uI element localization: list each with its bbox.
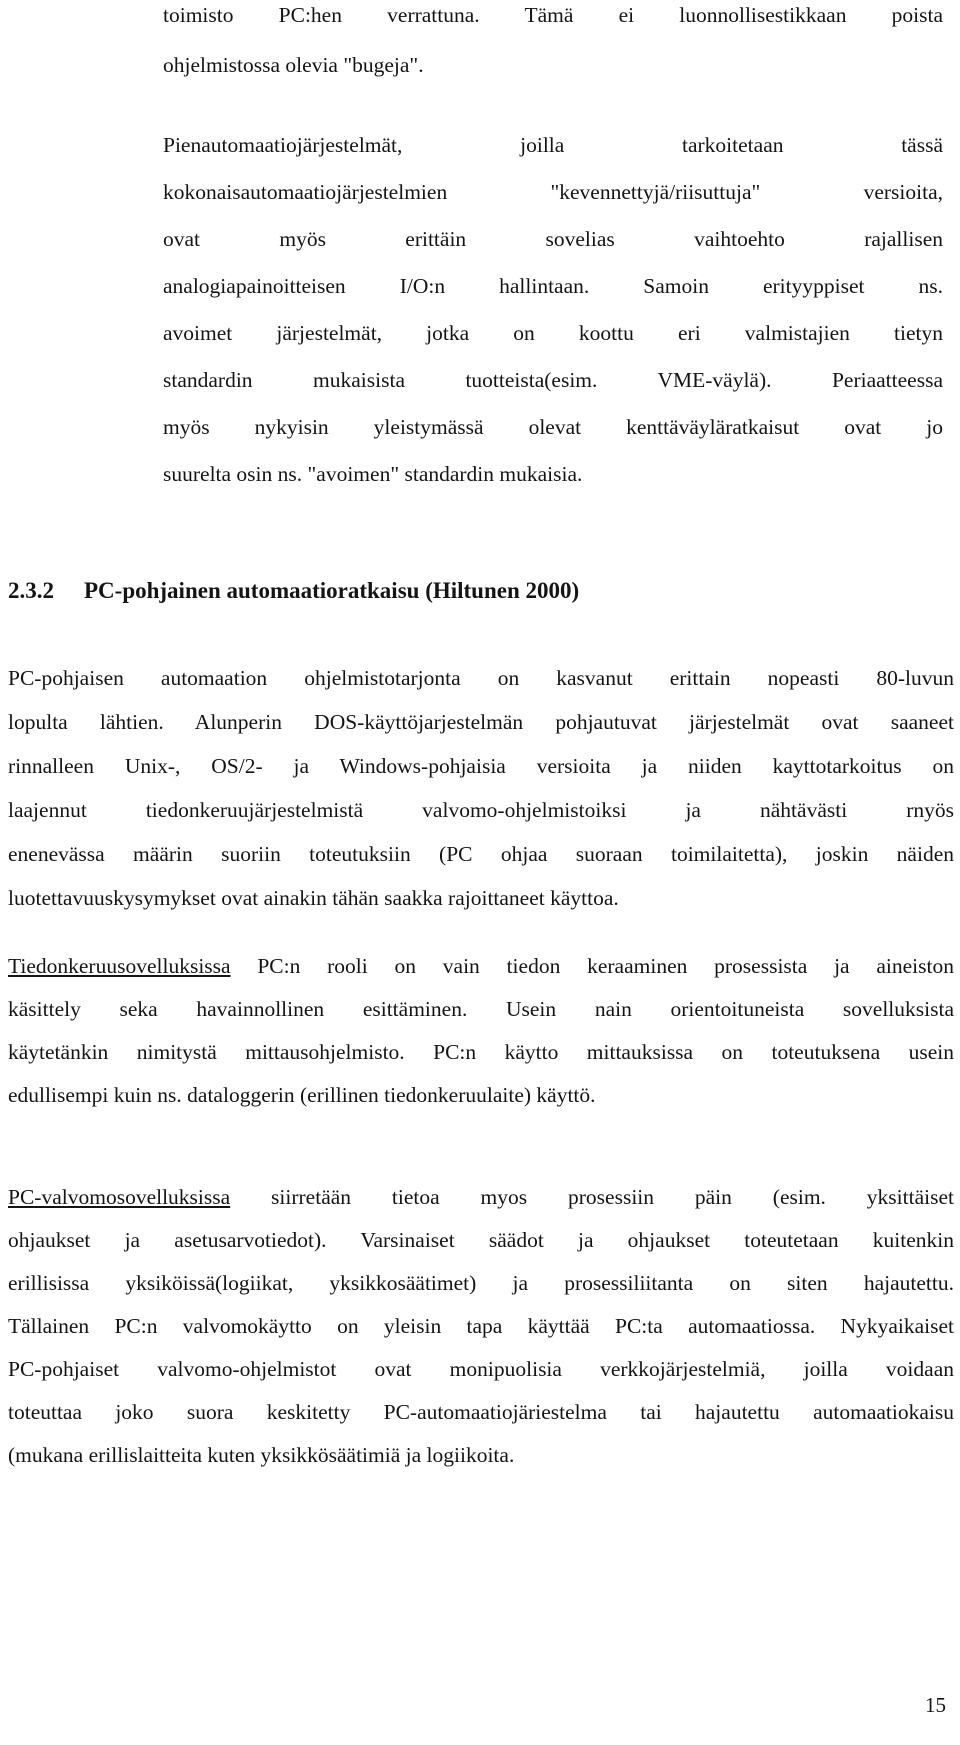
text-line: luotettavuuskysymykset ovat ainakin tähän saakka rajoittaneet käyttoa.: [8, 886, 619, 910]
text-line-rest: PC:n rooli on vain tiedon keraaminen prosessista ja aineiston: [230, 954, 954, 978]
text-line: laajennut tiedonkeruujärjestelmistä valvomo-ohjelmistoiksi ja nähtävästi rnyös: [8, 798, 954, 822]
text-line: toteuttaa joko suora keskitetty PC-automaatiojäriestelma tai hajautettu automaatiokaisu: [8, 1400, 954, 1424]
text-line-rest: siirretään tietoa myos prosessiin päin (esim. yksittäiset: [230, 1185, 954, 1209]
text-line: avoimet järjestelmät, jotka on koottu eri valmistajien tietyn: [163, 321, 943, 345]
paragraph-pc-automation: [8, 665, 954, 929]
page-number: 15: [925, 1693, 946, 1717]
text-line: ohjelmistossa olevia "bugeja".: [163, 53, 424, 77]
text-line: [8, 953, 954, 996]
text-line: enenevässa määrin suoriin toteutuksiin (PC ohjaa suoraan toimilaitetta), joskin näiden: [8, 842, 954, 866]
text-line: edullisempi kuin ns. dataloggerin (erillinen tiedonkeruulaite) käyttö.: [8, 1083, 596, 1107]
text-line: analogiapainoitteisen I/O:n hallintaan. Samoin erityyppiset ns.: [163, 274, 943, 298]
text-line: ovat myös erittäin sovelias vaihtoehto rajallisen: [163, 227, 943, 251]
underlined-term: PC-valvomosovelluksissa: [8, 1185, 231, 1209]
paragraph-data-collection: [8, 953, 954, 1125]
text-line: standardin mukaisista tuotteista(esim. VME-väylä). Periaatteessa: [163, 368, 943, 392]
text-line: käsittely seka havainnollinen esittäminen. Usein nain orientoituneista sovelluksista: [8, 997, 954, 1021]
text-line: toimisto PC:hen verrattuna. Tämä ei luonnollisestikkaan poista: [163, 3, 943, 27]
text-line: kokonaisautomaatiojärjestelmien "kevennettyjä/riisuttuja" versioita,: [163, 180, 943, 204]
section-number: 2.3.2: [8, 578, 54, 603]
text-line: ohjaukset ja asetusarvotiedot). Varsinaiset säädot ja ohjaukset toteutetaan kuitenkin: [8, 1228, 954, 1252]
paragraph-continuation: [163, 2, 943, 102]
text-line: PC-pohjaiset valvomo-ohjelmistot ovat monipuolisia verkkojärjestelmiä, joilla voidaan: [8, 1357, 954, 1381]
text-line: [8, 1184, 954, 1227]
paragraph-small-automation: [163, 132, 943, 508]
text-line: myös nykyisin yleistymässä olevat kenttäväyläratkaisut ovat jo: [163, 415, 943, 439]
text-line: Tällainen PC:n valvomokäytto on yleisin tapa käyttää PC:ta automaatiossa. Nykyaikaiset: [8, 1314, 954, 1338]
paragraph-pc-control-room: [8, 1184, 954, 1485]
section-title: PC-pohjainen automaatioratkaisu (Hiltunen 2000): [84, 578, 580, 603]
text-line: erillisissa yksiköissä(logiikat, yksikkosäätimet) ja prosessiliitanta on siten hajautettu.: [8, 1271, 954, 1295]
text-line: Pienautomaatiojärjestelmät, joilla tarkoitetaan tässä: [163, 133, 943, 157]
text-line: suurelta osin ns. "avoimen" standardin mukaisia.: [163, 462, 583, 486]
underlined-term: Tiedonkeruusovelluksissa: [8, 954, 231, 978]
section-heading: [8, 578, 579, 604]
text-line: käytetänkin nimitystä mittausohjelmisto. PC:n käytto mittauksissa on toteutuksena usein: [8, 1040, 954, 1064]
text-line: (mukana erillislaitteita kuten yksikkösäätimiä ja logiikoita.: [8, 1443, 515, 1467]
text-line: lopulta lähtien. Alunperin DOS-käyttöjarjestelmän pohjautuvat järjestelmät ovat saaneet: [8, 710, 954, 734]
text-line: rinnalleen Unix-, OS/2- ja Windows-pohjaisia versioita ja niiden kayttotarkoitus on: [8, 754, 954, 778]
text-line: PC-pohjaisen automaation ohjelmistotarjonta on kasvanut erittain nopeasti 80-luvun: [8, 666, 954, 690]
